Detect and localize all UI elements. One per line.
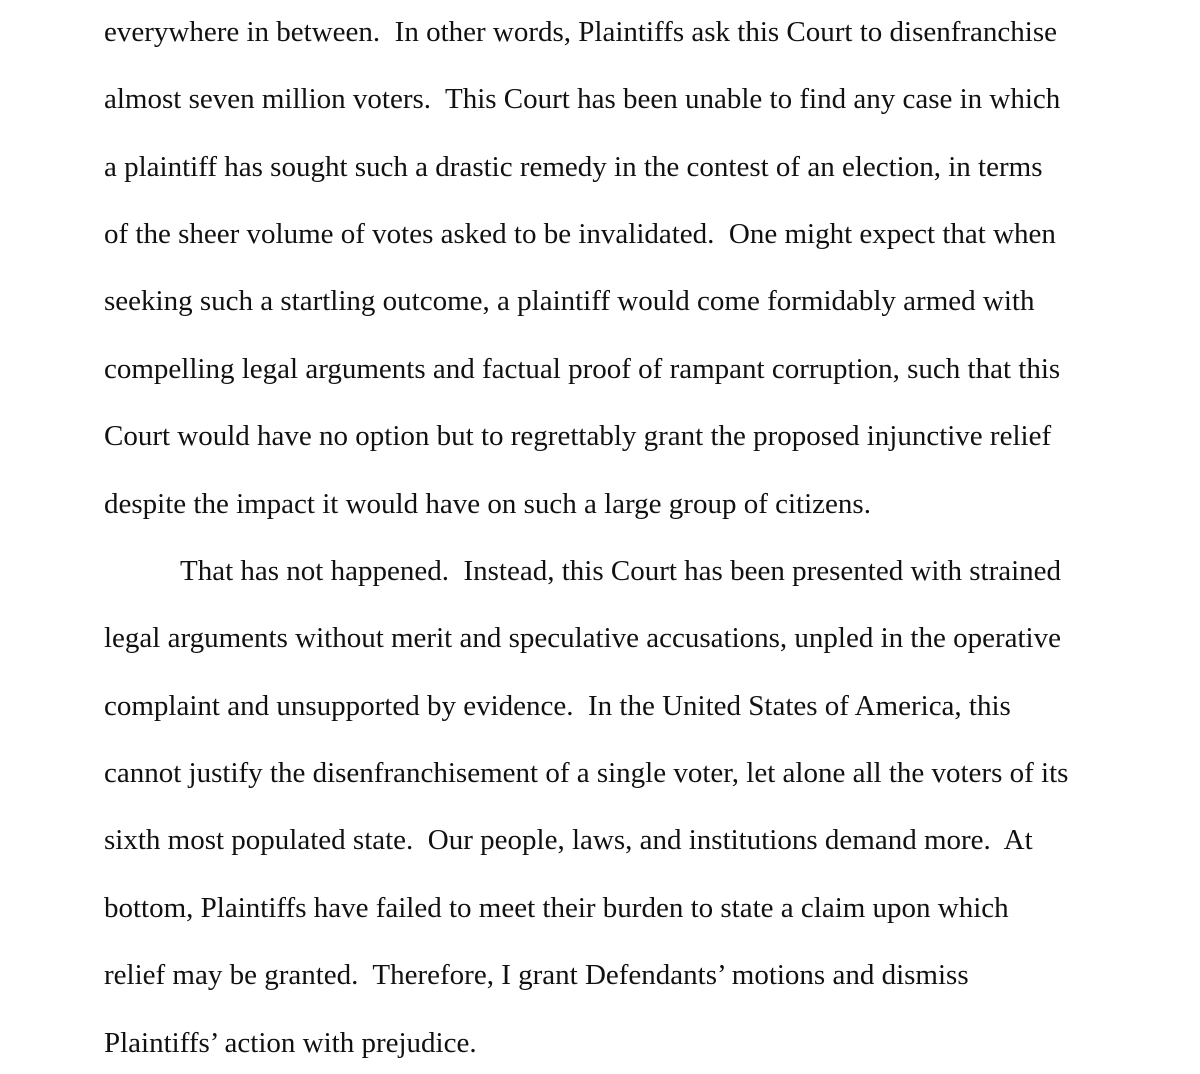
text-line: of the sheer volume of votes asked to be invalidated. One might expect that when	[104, 218, 1056, 250]
text-line: complaint and unsupported by evidence. In the United States of America, this	[104, 690, 1011, 722]
text-line: cannot justify the disenfranchisement of a single voter, let alone all the voters of its	[104, 757, 1069, 789]
text-line: That has not happened. Instead, this Court has been presented with strained	[180, 555, 1062, 587]
text-line: relief may be granted. Therefore, I grant Defendants’ motions and dismiss	[104, 959, 969, 991]
text-line: compelling legal arguments and factual proof of rampant corruption, such that this	[104, 353, 1061, 385]
text-line: a plaintiff has sought such a drastic remedy in the contest of an election, in terms	[104, 151, 1043, 183]
text-line: Plaintiffs’ action with prejudice.	[104, 1027, 477, 1059]
text-line: Court would have no option but to regrettably grant the proposed injunctive relief	[104, 420, 1052, 452]
text-line: almost seven million voters. This Court has been unable to find any case in which	[104, 83, 1061, 115]
text-line: seeking such a startling outcome, a plaintiff would come formidably armed with	[104, 285, 1035, 317]
text-line: sixth most populated state. Our people, laws, and institutions demand more. At	[104, 824, 1033, 856]
text-line: legal arguments without merit and speculative accusations, unpled in the operative	[104, 622, 1061, 654]
text-line: bottom, Plaintiffs have failed to meet their burden to state a claim upon which	[104, 892, 1009, 924]
text-line: everywhere in between. In other words, Plaintiffs ask this Court to disenfranchise	[104, 16, 1058, 48]
text-line: despite the impact it would have on such a large group of citizens.	[104, 488, 871, 520]
